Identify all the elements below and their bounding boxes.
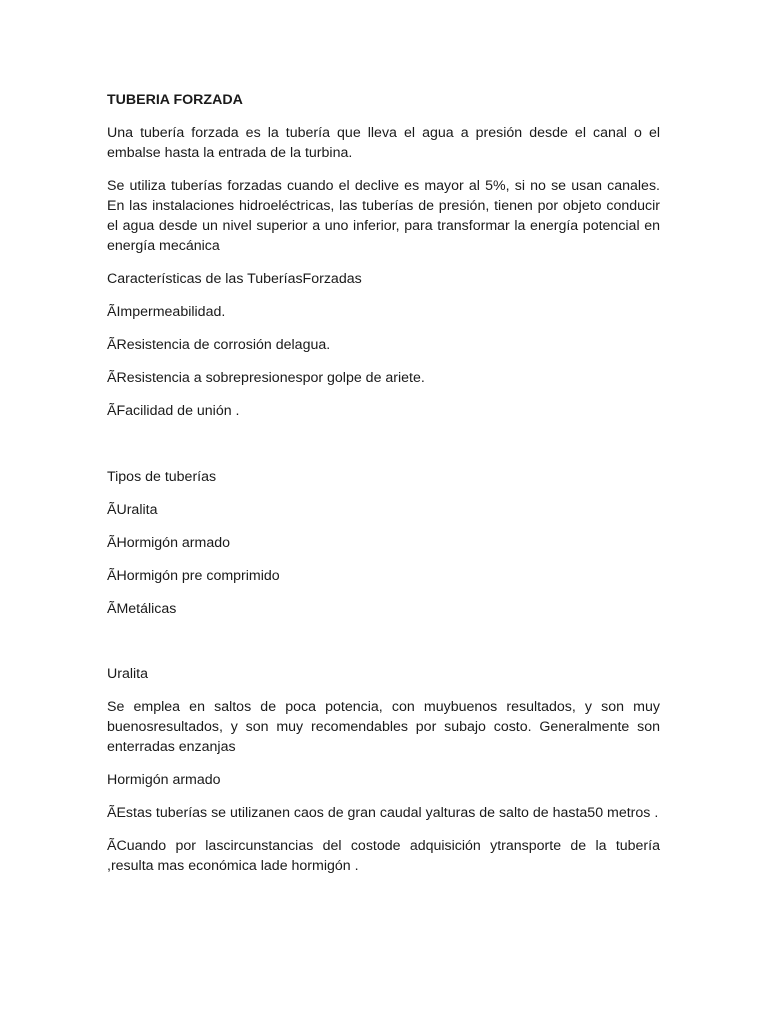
types-heading: Tipos de tuberías [107, 469, 217, 485]
characteristic-item: ÃResistencia a sobrepresionespor golpe de ariete. [107, 370, 425, 386]
type-item: ÃUralita [107, 502, 158, 518]
uralita-heading: Uralita [107, 666, 148, 682]
characteristic-item: ÃFacilidad de unión . [107, 403, 240, 419]
spacer [107, 434, 660, 467]
hormigon-point: ÃEstas tuberías se utilizanen caos de gran caudal yalturas de salto de hasta50 metros . [107, 805, 659, 821]
document-page [107, 90, 660, 889]
type-item: ÃHormigón pre comprimido [107, 568, 280, 584]
characteristic-item: ÃResistencia de corrosión delagua. [107, 337, 331, 353]
document-title: TUBERIA FORZADA [107, 92, 243, 108]
characteristics-heading: Características de las TuberíasForzadas [107, 271, 362, 287]
type-item: ÃMetálicas [107, 601, 177, 617]
type-item: ÃHormigón armado [107, 535, 231, 551]
spacer [107, 632, 660, 664]
hormigon-point: ÃCuando por lascircunstancias del costode adquisición ytransporte de la tubería ,resulta mas económica lade hormigón . [107, 838, 660, 874]
intro-paragraph: Una tubería forzada es la tubería que lleva el agua a presión desde el canal o el embalse hasta la entrada de la turbina. [107, 125, 660, 161]
usage-paragraph: Se utiliza tuberías forzadas cuando el declive es mayor al 5%, si no se usan canales. En las instalaciones hidroeléctricas, las tuberías de presión, tienen por objeto conducir el agua desde un nivel superior a uno inferior, para transformar la energía potencial en energía mecánica [107, 178, 660, 254]
characteristic-item: ÃImpermeabilidad. [107, 304, 226, 320]
uralita-paragraph: Se emplea en saltos de poca potencia, con muybuenos resultados, y son muy buenosresultados, y son muy recomendables por subajo costo. Generalmente son enterradas enzanjas [107, 699, 660, 755]
hormigon-heading: Hormigón armado [107, 772, 221, 788]
